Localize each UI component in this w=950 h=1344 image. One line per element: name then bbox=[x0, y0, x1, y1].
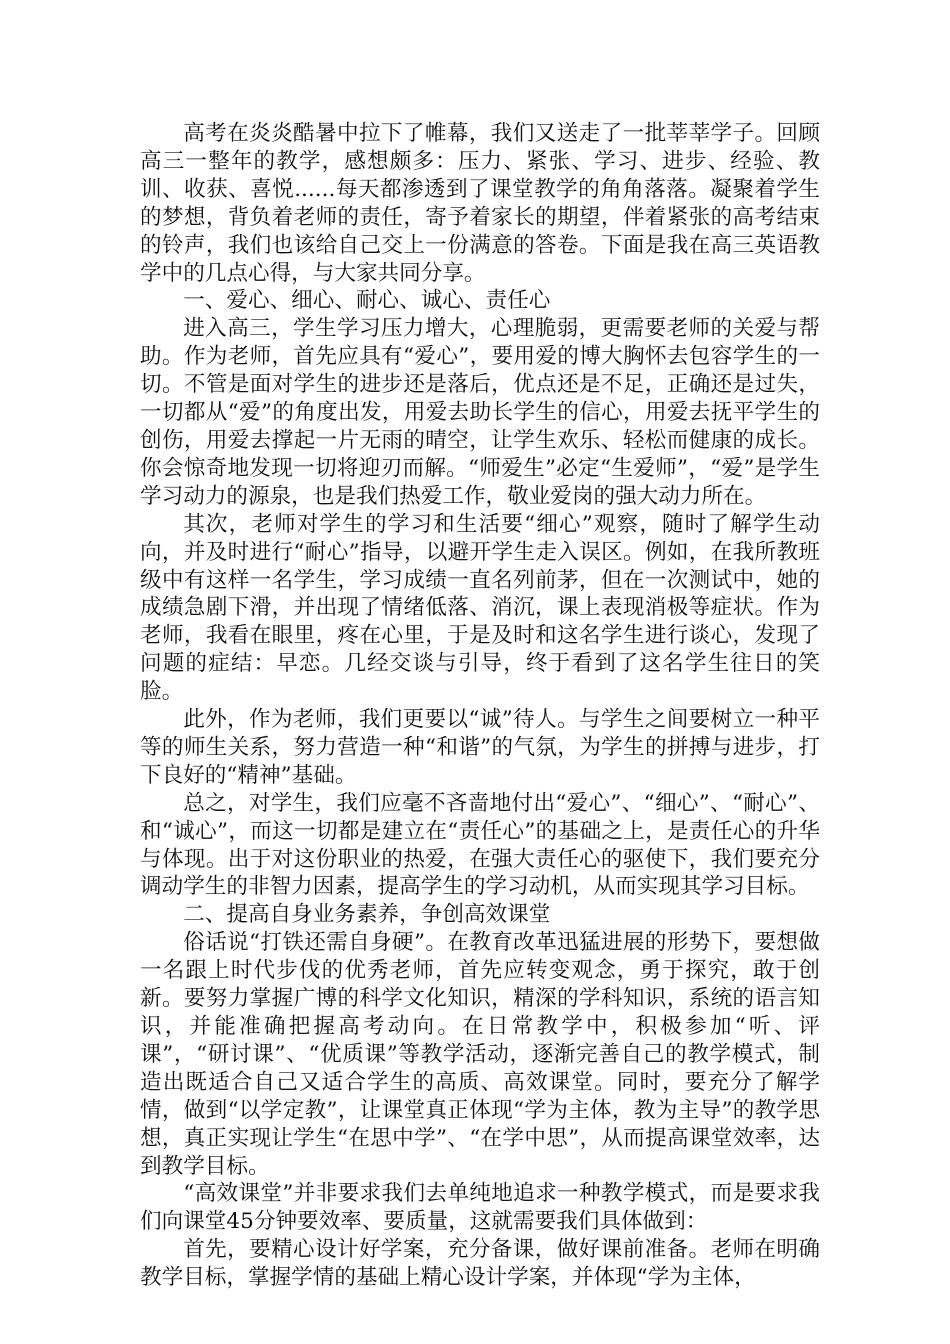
document-body bbox=[140, 120, 820, 1292]
section-heading-2: 二、提高自身业务素养，争创高效课堂 bbox=[183, 902, 551, 928]
paragraph-intro: 高考在炎炎酷暑中拉下了帷幕，我们又送走了一批莘莘学子。回顾高三一整年的教学，感想颇多：压力、紧张、学习、进步、经验、教训、收获、喜悦......每天都渗透到了课堂教学的角角落落。凝聚着学生的梦想，背负着老师的责任，寄予着家长的期望，伴着紧张的高考结束的铃声，我们也该给自己交上一份满意的答卷。下面是我在高三英语教学中的几点心得，与大家共同分享。 bbox=[140, 121, 820, 286]
section-heading-1: 一、爱心、细心、耐心、诚心、责任心 bbox=[183, 288, 551, 314]
paragraph-sincerity: 此外，作为老师，我们更要以“诚”待人。与学生之间要树立一种平等的师生关系，努力营造一种“和谐”的气氛，为学生的拼搏与进步，打下良好的“精神”基础。 bbox=[140, 707, 820, 788]
paragraph-summary: 总之，对学生，我们应毫不吝啬地付出“爱心”、“细心”、“耐心”、和“诚心”，而这一切都是建立在“责任心”的基础之上，是责任心的升华与体现。出于对这份职业的热爱，在强大责任心的驱使下，我们要充分调动学生的非智力因素，提高学生的学习动机，从而实现其学习目标。 bbox=[140, 790, 820, 900]
paragraph-efficient-class: “高效课堂”并非要求我们去单纯地追求一种教学模式，而是要求我们向课堂45分钟要效率、要质量，这就需要我们具体做到： bbox=[140, 1181, 820, 1235]
paragraph-attention: 其次，老师对学生的学习和生活要“细心”观察，随时了解学生动向，并及时进行“耐心”指导，以避开学生走入误区。例如，在我所教班级中有这样一名学生，学习成绩一直名列前茅，但在一次测试中，她的成绩急剧下滑，并出现了情绪低落、消沉，课上表现消极等症状。作为老师，我看在眼里，疼在心里，于是及时和这名学生进行谈心，发现了问题的症结：早恋。几经交谈与引导，终于看到了这名学生往日的笑脸。 bbox=[140, 511, 820, 705]
paragraph-first-step: 首先，要精心设计好学案，充分备课，做好课前准备。老师在明确教学目标，掌握学情的基础上精心设计学案，并体现“学为主体， bbox=[140, 1237, 820, 1291]
paragraph-self-improvement: 俗话说“打铁还需自身硬”。在教育改革迅猛进展的形势下，要想做一名跟上时代步伐的优秀老师，首先应转变观念，勇于探究，敢于创新。要努力掌握广博的科学文化知识，精深的学科知识，系统的语言知识，并能准确把握高考动向。在日常教学中，积极参加“听、评课”，“研讨课”、“优质课”等教学活动，逐渐完善自己的教学模式，制造出既适合自己又适合学生的高质、高效课堂。同时，要充分了解学情，做到“以学定教”，让课堂真正体现“学为主体，教为主导”的教学思想，真正实现让学生“在思中学”、“在学中思”，从而提高课堂效率，达到教学目标。 bbox=[140, 930, 820, 1179]
paragraph-care: 进入高三，学生学习压力增大，心理脆弱，更需要老师的关爱与帮助。作为老师，首先应具有“爱心”，要用爱的博大胸怀去包容学生的一切。不管是面对学生的进步还是落后，优点还是不足，正确还是过失，一切都从“爱”的角度出发，用爱去助长学生的信心，用爱去抚平学生的创伤，用爱去撑起一片无雨的晴空，让学生欢乐、轻松而健康的成长。你会惊奇地发现一切将迎刃而解。“师爱生”必定“生爱师”，“爱”是学生学习动力的源泉，也是我们热爱工作，敬业爱岗的强大动力所在。 bbox=[140, 316, 820, 509]
